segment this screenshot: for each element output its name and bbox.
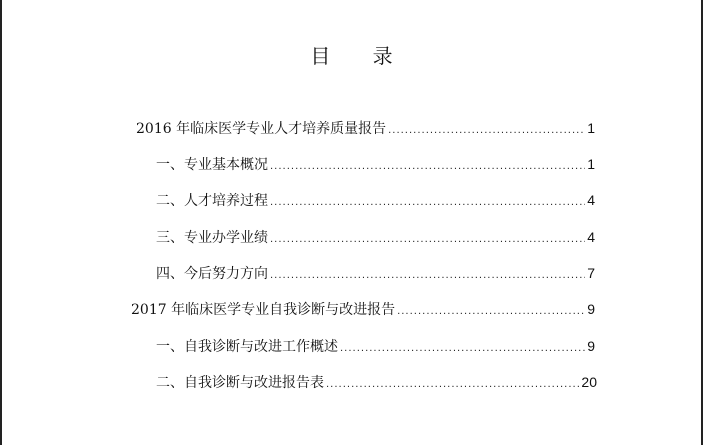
toc-entry[interactable]: [156, 227, 595, 250]
dot-leader: [270, 193, 585, 213]
toc-entry[interactable]: [156, 263, 595, 286]
toc-entry-page: 9: [587, 338, 595, 354]
toc-entry-label: 四、今后努力方向: [156, 266, 268, 282]
toc-entry-page: 1: [587, 120, 595, 136]
toc-entry-page: 9: [587, 301, 595, 317]
dot-leader: [340, 339, 585, 359]
toc-entry-label: 2017 年临床医学专业自我诊断与改进报告: [131, 302, 396, 318]
toc-entry-page: 4: [587, 229, 595, 245]
toc-entry[interactable]: [131, 299, 595, 322]
dot-leader: [326, 375, 579, 395]
toc-entry-page: 20: [581, 374, 597, 390]
dot-leader: [270, 266, 585, 286]
toc-entry-label: 二、人才培养过程: [156, 193, 268, 209]
toc-entry-page: 1: [587, 156, 595, 172]
toc-title: 目 录: [310, 44, 411, 68]
toc-entry[interactable]: [156, 154, 595, 177]
toc-entry[interactable]: [156, 372, 597, 395]
toc-entry[interactable]: [156, 190, 595, 213]
toc-entry-page: 4: [587, 192, 595, 208]
toc-entry[interactable]: [156, 336, 595, 359]
dot-leader: [270, 230, 585, 250]
toc-entry-page: 7: [587, 265, 595, 281]
dot-leader: [397, 302, 585, 322]
toc-entry-label: 一、专业基本概况: [156, 157, 268, 173]
toc-entry-label: 三、专业办学业绩: [156, 230, 268, 246]
toc-entry-label: 2016 年临床医学专业人才培养质量报告: [136, 121, 387, 137]
dot-leader: [270, 157, 585, 177]
toc-entry-label: 一、自我诊断与改进工作概述: [156, 339, 338, 355]
toc-entry-label: 二、自我诊断与改进报告表: [156, 375, 324, 391]
toc-entry[interactable]: [136, 118, 595, 141]
dot-leader: [388, 121, 585, 141]
